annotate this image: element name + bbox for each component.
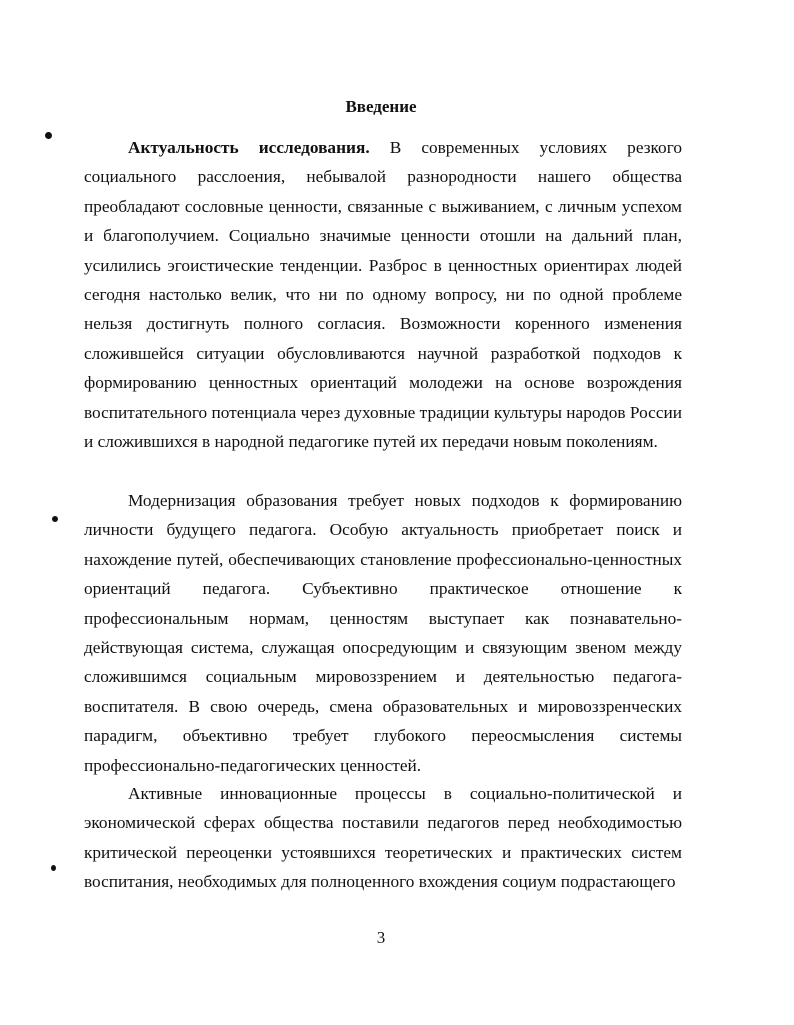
paragraph-text: Модернизация образования требует новых подходов к формированию личности будущего педагога. Особую актуальность приобретает поиск и нахождение путей, обеспечивающих становление профессионально-ценностных ориентаций педагога. Субъективно практическое отношение к профессиональным нормам, ценностям выступает как познавательно-действующая система, служащая опосредующим и связующим звеном между сложившимся социальным мировоззрением и деятельностью педагога-воспитателя. В свою очередь, смена образовательных и мировоззренческих парадигм, объективно требует глубокого переосмысления системы профессионально-педагогических ценностей. — [84, 491, 682, 775]
paragraph-relevance — [84, 133, 682, 456]
page-number: 3 — [376, 928, 386, 947]
paragraph-text: В современных условиях резкого социального расслоения, небывалой разнородности нашего общества преобладают сословные ценности, связанные с выживанием, с личным успехом и благополучием. Социально значимые ценности отошли на дальний план, усилились эгоистические тенденции. Разброс в ценностных ориентирах людей сегодня настолько велик, что ни по одному вопросу, ни по одной проблеме нельзя достигнуть полного согласия. Возможности коренного изменения сложившейся ситуации обусловливаются научной разработкой подходов к формированию ценностных ориентаций молодежи на основе возрождения воспитательного потенциала через духовные традиции культуры народов России и сложившихся в народной педагогике путей их передачи новым поколениям. — [84, 138, 682, 452]
scan-punch-mark — [51, 865, 56, 871]
scan-punch-mark — [45, 132, 52, 139]
section-title: Введение — [345, 97, 417, 116]
scan-punch-mark — [52, 516, 58, 522]
paragraph-text: Активные инновационные процессы в социально-политической и экономической сферах общества поставили педагогов перед необходимостью критической переоценки устоявшихся теоретических и практических систем воспитания, необходимых для полноценного вхождения социум подрастающего — [84, 784, 682, 892]
paragraph-modernization — [84, 486, 682, 780]
paragraph-lead: Актуальность исследования. — [128, 138, 370, 157]
paragraph-innovation — [84, 779, 682, 897]
